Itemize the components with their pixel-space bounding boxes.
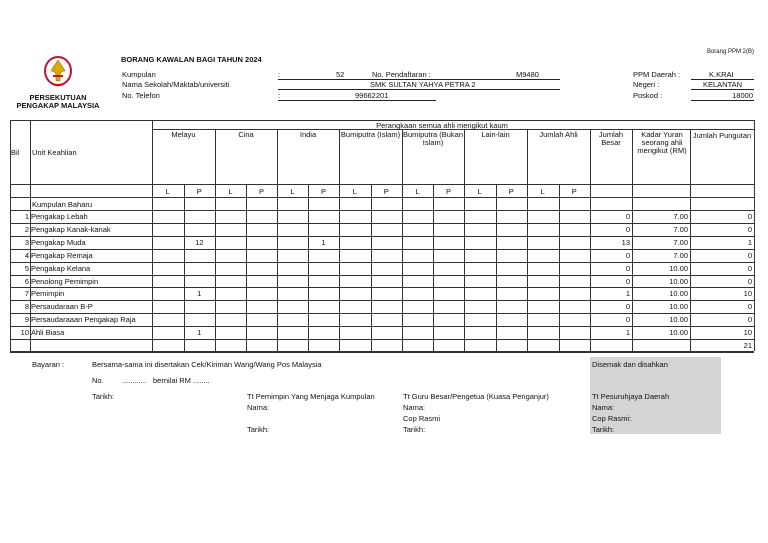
- row-jumlah-besar: 0: [625, 212, 630, 221]
- row-jumlah-besar: 0: [625, 263, 630, 273]
- row-number: 8: [24, 302, 29, 312]
- group-header: Perangkaan semua ahli mengikut kaum: [376, 121, 508, 130]
- row-unit-name: Pengakap Lebah: [31, 212, 88, 221]
- gender-header-p: P: [508, 187, 514, 196]
- org-name-line1: PERSEKUTUAN: [29, 93, 87, 102]
- sig2-nama: Nama:: [403, 403, 426, 412]
- row-number: 10: [20, 328, 29, 338]
- gender-header-p: P: [320, 187, 326, 196]
- telefon-label: No. Telefon: [122, 91, 160, 100]
- telefon-value: 99662201: [355, 91, 389, 100]
- sig3-cop: Cop Rasmi:: [592, 414, 632, 423]
- row-number: 1: [24, 212, 29, 221]
- race-header: Jumlah Ahli: [539, 130, 578, 139]
- row-kadar: 7.00: [673, 237, 688, 247]
- gender-header-p: P: [571, 187, 577, 196]
- row-pungutan: 0: [747, 250, 752, 260]
- row-jumlah-besar: 0: [625, 315, 630, 325]
- poskod-value: 18000: [732, 91, 753, 100]
- no-label: No.: [92, 376, 104, 385]
- gender-header-p: P: [445, 187, 451, 196]
- gender-header-l: L: [540, 187, 545, 196]
- col-header-kadar: Kadar Yuran seorang ahli mengikut (RM): [637, 130, 687, 155]
- gender-header-p: P: [383, 187, 389, 196]
- bayaran-text: Bersama-sama ini disertakan Cek/Kiriman Wang/Wang Pos Malaysia: [92, 360, 322, 369]
- negeri-value: KELANTAN: [703, 80, 743, 89]
- row-kadar: 10.00: [669, 263, 688, 273]
- row-pungutan: 0: [747, 212, 752, 221]
- gender-header-l: L: [165, 187, 170, 196]
- bernilai-text: bernilai RM ........: [153, 376, 210, 385]
- pendaftaran-value: M9480: [516, 70, 539, 79]
- row-jumlah-besar: 1: [625, 328, 630, 338]
- row-india-p: 1: [321, 237, 326, 247]
- row-jumlah-besar: 0: [625, 224, 630, 234]
- gender-header-p: P: [258, 187, 264, 196]
- race-header: Cina: [238, 130, 254, 139]
- col-header-unit: Unit Keahlian: [32, 148, 77, 157]
- row-pungutan: 0: [747, 302, 752, 312]
- row-unit-name: Persaudaraan B-P: [31, 302, 93, 312]
- ppm-daerah-label: PPM Daerah :: [633, 70, 681, 79]
- bayaran-label: Bayaran :: [32, 360, 65, 369]
- row-kadar: 7.00: [673, 212, 688, 221]
- row-number: 7: [24, 289, 29, 299]
- row-kadar: 10.00: [669, 328, 688, 338]
- kumpulan-colon: :: [278, 70, 281, 79]
- race-header: Bumiputra (Bukan Islam): [402, 130, 464, 147]
- row-jumlah-besar: 0: [625, 276, 630, 286]
- section-label: Kumpulan Baharu: [32, 200, 93, 209]
- form-code: Borang PPM 2(B): [706, 49, 754, 55]
- gender-header-l: L: [228, 187, 233, 196]
- sekolah-value: SMK SULTAN YAHYA PETRA 2: [370, 80, 476, 89]
- row-pungutan: 0: [747, 315, 752, 325]
- row-melayu-p: 1: [197, 328, 202, 338]
- row-pungutan: 1: [747, 237, 752, 247]
- pendaftaran-label: No. Pendaftaran :: [372, 70, 431, 79]
- row-kadar: 10.00: [669, 315, 688, 325]
- sig2-title: Tt Guru Besar/Pengetua (Kuasa Penganjur): [403, 392, 549, 401]
- sekolah-label: Nama Sekolah/Maktab/universiti: [122, 80, 230, 89]
- ppm-daerah-value: K.KRAI: [709, 70, 734, 79]
- row-unit-name: Penolong Pemimpin: [31, 276, 99, 286]
- row-unit-name: Pengakap Remaja: [31, 250, 93, 260]
- race-header: India: [299, 130, 317, 139]
- row-kadar: 7.00: [673, 224, 688, 234]
- row-pungutan: 0: [747, 276, 752, 286]
- row-pungutan: 10: [743, 328, 752, 338]
- tarikh-label-1: Tarikh:: [92, 392, 115, 401]
- kumpulan-value: 52: [336, 70, 345, 79]
- no-dots: ............: [122, 376, 148, 385]
- sig2-tarikh: Tarikh:: [403, 425, 426, 434]
- scout-emblem-logo: [43, 55, 73, 91]
- page-title: BORANG KAWALAN BAGI TAHUN 2024: [121, 55, 262, 64]
- row-number: 9: [24, 315, 29, 325]
- race-header: Melayu: [171, 130, 196, 139]
- row-unit-name: Pengakap Kanak-kanak: [31, 224, 111, 234]
- poskod-label: Poskod :: [633, 91, 663, 100]
- kumpulan-label: Kumpulan: [122, 70, 156, 79]
- row-jumlah-besar: 1: [625, 289, 630, 299]
- row-jumlah-besar: 0: [625, 250, 630, 260]
- row-jumlah-besar: 13: [621, 237, 630, 247]
- row-unit-name: Ahli Biasa: [31, 328, 65, 338]
- gender-header-l: L: [477, 187, 482, 196]
- telefon-colon: :: [278, 91, 281, 100]
- sig2-cop: Cop Rasmi: [403, 414, 441, 423]
- col-header-bil: Bil: [11, 148, 20, 157]
- row-pungutan: 10: [743, 289, 752, 299]
- row-kadar: 10.00: [669, 276, 688, 286]
- row-number: 3: [24, 237, 29, 247]
- row-unit-name: Pemimpin: [31, 289, 65, 299]
- row-unit-name: Pengakap Muda: [31, 237, 86, 247]
- row-kadar: 7.00: [673, 250, 688, 260]
- col-header-jumlah-besar: Jumlah Besar: [598, 130, 624, 147]
- row-kadar: 10.00: [669, 289, 688, 299]
- sig1-tarikh: Tarikh:: [247, 425, 270, 434]
- sig3-title: Tt Pesuruhjaya Daerah: [592, 392, 670, 401]
- row-jumlah-besar: 0: [625, 302, 630, 312]
- sig1-nama: Nama:: [247, 403, 270, 412]
- row-melayu-p: 12: [195, 237, 204, 247]
- row-number: 6: [24, 276, 29, 286]
- row-number: 5: [24, 263, 29, 273]
- gender-header-l: L: [290, 187, 295, 196]
- row-unit-name: Pengakap Kelana: [31, 263, 91, 273]
- row-unit-name: Persaudaraaan Pengakap Raja: [31, 315, 136, 325]
- row-number: 4: [24, 250, 29, 260]
- total-pungutan: 21: [743, 341, 752, 350]
- col-header-pungutan: Jumlah Pungutan: [692, 131, 752, 140]
- gender-header-l: L: [415, 187, 420, 196]
- sig3-tarikh: Tarikh:: [592, 425, 615, 434]
- negeri-label: Negeri :: [633, 80, 660, 89]
- row-kadar: 10.00: [669, 302, 688, 312]
- sig1-title: Tt Pemimpin Yang Menjaga Kumpulan: [247, 392, 375, 401]
- row-pungutan: 0: [747, 224, 752, 234]
- race-header: Lain-lain: [481, 130, 510, 139]
- org-name-line2: PENGAKAP MALAYSIA: [16, 101, 100, 110]
- approval-header: Disemak dan disahkan: [592, 360, 668, 369]
- row-melayu-p: 1: [197, 289, 202, 299]
- race-header: Bumiputra (Islam): [340, 130, 401, 139]
- row-number: 2: [24, 224, 29, 234]
- gender-header-p: P: [196, 187, 202, 196]
- gender-header-l: L: [352, 187, 357, 196]
- sig3-nama: Nama:: [592, 403, 615, 412]
- membership-table: [10, 120, 754, 351]
- row-pungutan: 0: [747, 263, 752, 273]
